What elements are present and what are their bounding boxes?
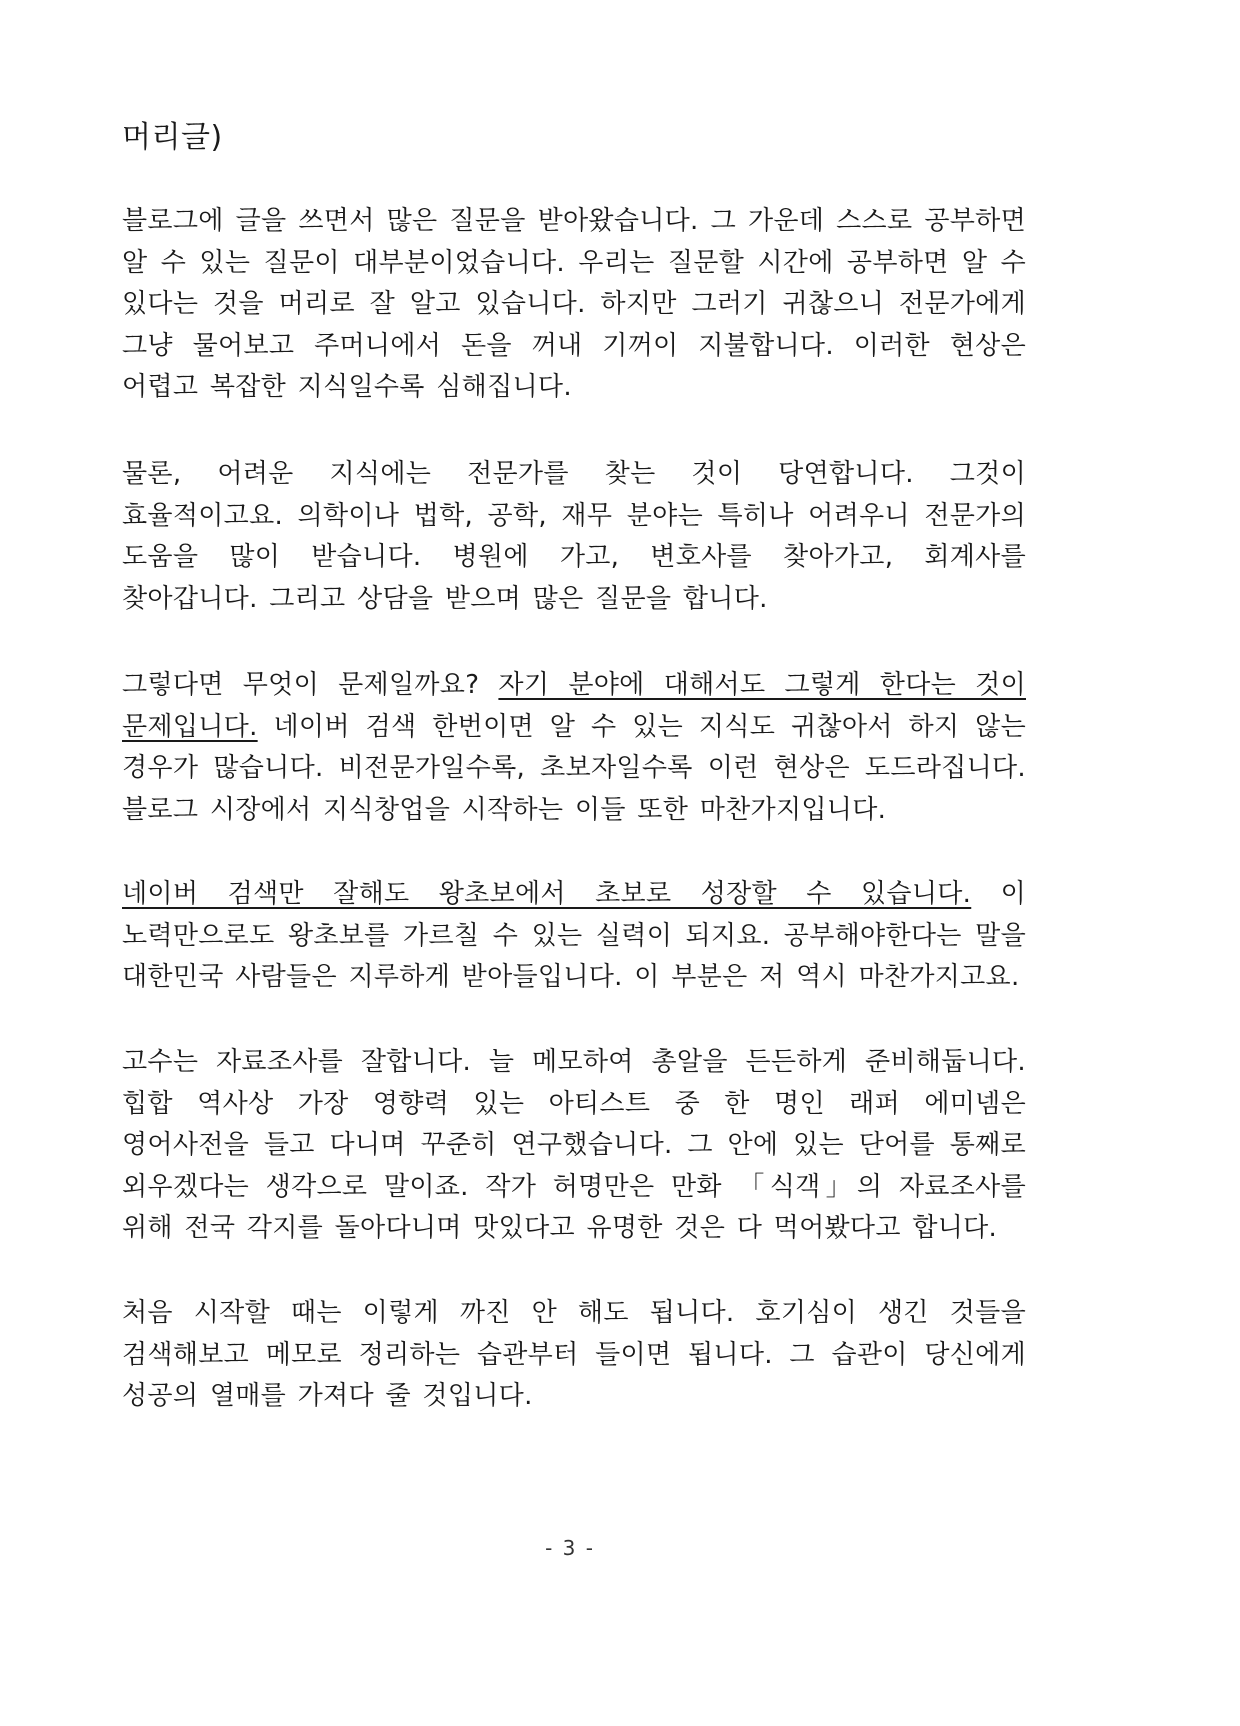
paragraph-3-underlined-text: 자기 분야에 대해서도 그렇게 한다는 것이 문제입니다. bbox=[122, 670, 1026, 742]
paragraph-3 bbox=[122, 665, 1026, 831]
paragraph-2: 물론, 어려운 지식에는 전문가를 찾는 것이 당연합니다. 그것이 효율적이고요. 의학이나 법학, 공학, 재무 분야는 특히나 어려우니 전문가의 도움을 많이 받습니다. 병원에 가고, 변호사를 찾아가고, 회계사를 찾아갑니다. 그리고 상담을 받으며 많은 질문을 합니다. bbox=[122, 459, 1026, 614]
paragraph-5: 고수는 자료조사를 잘합니다. 늘 메모하여 총알을 든든하게 준비해둡니다. 힙합 역사상 가장 영향력 있는 아티스트 중 한 명인 래퍼 에미넴은 영어사전을 들고 다니며 꾸준히 연구했습니다. 그 안에 있는 단어를 통째로 외우겠다는 생각으로 말이죠. 작가 허명만은 만화 「식객」의 자료조사를 위해 전국 각지를 돌아다니며 맛있다고 유명한 것은 다 먹어봤다고 합니다. bbox=[122, 1047, 1026, 1243]
paragraph-4 bbox=[122, 874, 1026, 999]
paragraph-4-underlined-text: 네이버 검색만 잘해도 왕초보에서 초보로 성장할 수 있습니다. bbox=[122, 879, 972, 909]
page-heading: 머리글) bbox=[122, 120, 223, 155]
paragraph-4-trailing-text: 이 노력만으로도 왕초보를 가르칠 수 있는 실력이 되지요. 공부해야한다는 말을 대한민국 사람들은 지루하게 받아들입니다. 이 부분은 저 역시 마찬가지고요. bbox=[122, 879, 1026, 992]
paragraph-3-trailing-text: 네이버 검색 한번이면 알 수 있는 지식도 귀찮아서 하지 않는 경우가 많습니다. 비전문가일수록, 초보자일수록 이런 현상은 도드라집니다. 블로그 시장에서 지식창업을 시작하는 이들 또한 마찬가지입니다. bbox=[122, 711, 1026, 825]
page-number: - 3 - bbox=[545, 1536, 595, 1560]
paragraph-6: 처음 시작할 때는 이렇게 까진 안 해도 됩니다. 호기심이 생긴 것들을 검색해보고 메모로 정리하는 습관부터 들이면 됩니다. 그 습관이 당신에게 성공의 열매를 가져다 줄 것입니다. bbox=[122, 1298, 1026, 1411]
paragraph-1: 블로그에 글을 쓰면서 많은 질문을 받아왔습니다. 그 가운데 스스로 공부하면 알 수 있는 질문이 대부분이었습니다. 우리는 질문할 시간에 공부하면 알 수 있다는 것을 머리로 잘 알고 있습니다. 하지만 그러기 귀찮으니 전문가에게 그냥 물어보고 주머니에서 돈을 꺼내 기꺼이 지불합니다. 이러한 현상은 어렵고 복잡한 지식일수록 심해집니다. bbox=[122, 206, 1026, 402]
paragraph-3-lead-text: 그렇다면 무엇이 문제일까요? bbox=[122, 670, 499, 700]
